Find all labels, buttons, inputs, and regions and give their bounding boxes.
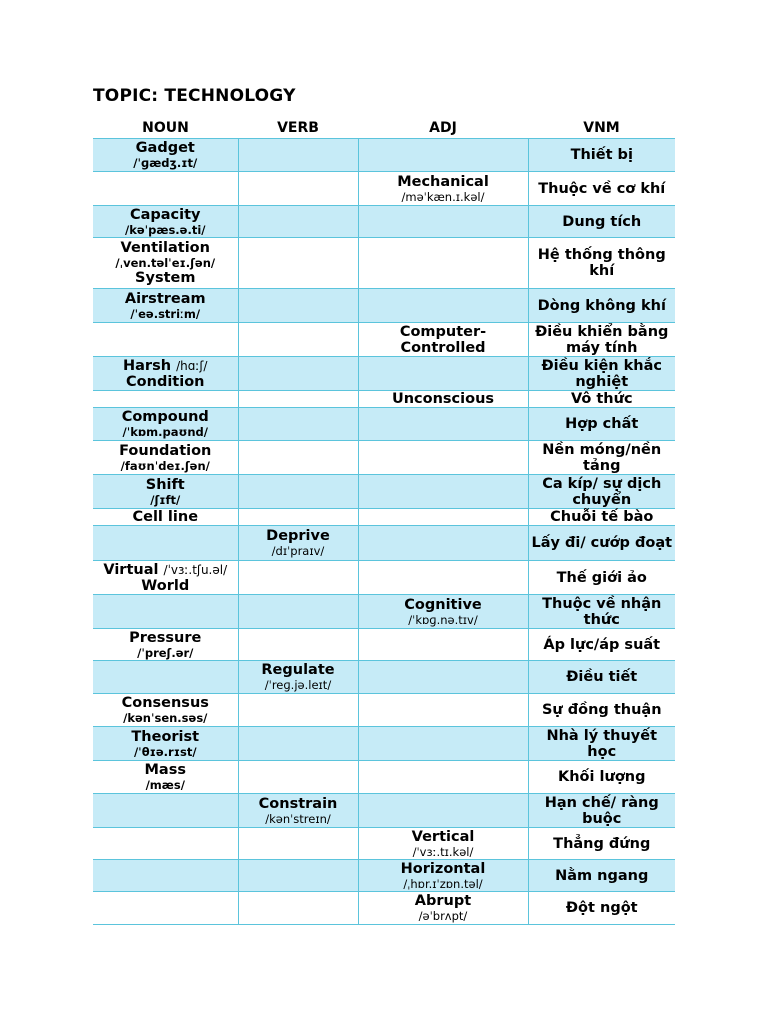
verb-cell xyxy=(238,595,358,629)
verb-cell xyxy=(238,561,358,595)
header-adj: ADJ xyxy=(358,117,528,139)
noun-cell xyxy=(93,475,238,509)
vnm-meaning: Thế giới ảo xyxy=(556,569,647,586)
vnm-cell xyxy=(528,206,675,238)
table-row xyxy=(93,892,675,925)
verb-cell xyxy=(238,289,358,323)
verb-cell xyxy=(238,172,358,206)
table-row xyxy=(93,172,675,206)
vnm-cell xyxy=(528,475,675,509)
verb-ipa: /kənˈstreɪn/ xyxy=(265,811,331,826)
table-row xyxy=(93,289,675,323)
vnm-cell xyxy=(528,727,675,761)
adj-ipa: /ˈvɜː.tɪ.kəl/ xyxy=(412,844,474,859)
verb-cell xyxy=(238,860,358,892)
table-row xyxy=(93,323,675,357)
vnm-meaning: Sự đồng thuận xyxy=(541,702,662,718)
noun-ipa: /faʊnˈdeɪ.ʃən/ xyxy=(120,458,210,473)
vnm-cell xyxy=(528,238,675,289)
verb-cell xyxy=(238,391,358,408)
adj-cell xyxy=(358,661,528,694)
vnm-cell xyxy=(528,441,675,475)
noun-ipa: /ˈeə.striːm/ xyxy=(130,306,201,321)
noun-cell xyxy=(93,761,238,794)
verb-cell xyxy=(238,475,358,509)
adj-ipa: /əˈbrʌpt/ xyxy=(418,909,468,923)
verb-cell xyxy=(238,357,358,391)
verb-cell xyxy=(238,238,358,289)
table-row xyxy=(93,206,675,238)
table-row xyxy=(93,761,675,794)
verb-cell xyxy=(238,441,358,475)
noun-word-2: System xyxy=(135,270,196,286)
table-row xyxy=(93,441,675,475)
vnm-meaning: Đột ngột xyxy=(565,900,638,916)
vnm-cell xyxy=(528,323,675,357)
noun-cell xyxy=(93,206,238,238)
adj-word: Computer-Controlled xyxy=(399,323,487,356)
vnm-cell xyxy=(528,828,675,860)
vnm-meaning: Thuộc về nhận thức xyxy=(542,595,662,628)
adj-cell xyxy=(358,629,528,661)
verb-cell xyxy=(238,761,358,794)
table-row xyxy=(93,828,675,860)
noun-cell xyxy=(93,289,238,323)
table-row xyxy=(93,794,675,828)
noun-word: Harsh xyxy=(123,357,172,374)
noun-word: Mass xyxy=(144,762,186,778)
vnm-meaning: Ca kíp/ sự dịch chuyển xyxy=(542,475,662,508)
adj-word: Horizontal xyxy=(400,860,486,877)
vnm-cell xyxy=(528,595,675,629)
verb-word: Constrain xyxy=(258,795,338,812)
noun-cell xyxy=(93,357,238,391)
verb-cell xyxy=(238,794,358,828)
adj-word: Abrupt xyxy=(414,893,472,909)
adj-cell xyxy=(358,475,528,509)
vnm-meaning: Lấy đi/ cướp đoạt xyxy=(531,535,673,551)
noun-cell xyxy=(93,238,238,289)
table-row xyxy=(93,238,675,289)
vnm-cell xyxy=(528,391,675,408)
noun-ipa: /ʃɪft/ xyxy=(150,492,181,507)
vnm-meaning: Điều tiết xyxy=(566,669,638,685)
table-row xyxy=(93,509,675,526)
noun-word-2: World xyxy=(141,577,190,594)
noun-ipa: /ˈθɪə.rɪst/ xyxy=(133,744,197,759)
vnm-cell xyxy=(528,408,675,441)
adj-cell xyxy=(358,509,528,526)
vnm-cell xyxy=(528,509,675,526)
noun-word: Consensus xyxy=(121,695,209,711)
vnm-meaning: Chuỗi tế bào xyxy=(550,509,654,525)
table-row xyxy=(93,526,675,561)
vnm-meaning: Hạn chế/ ràng buộc xyxy=(544,794,659,827)
noun-ipa: /ˈvɜː.tʃu.əl/ xyxy=(163,562,228,577)
vnm-cell xyxy=(528,860,675,892)
noun-word: Cell line xyxy=(132,509,199,525)
vnm-meaning: Áp lực/áp suất xyxy=(543,636,661,653)
noun-ipa: /ˌven.təlˈeɪ.ʃən/ xyxy=(115,256,216,270)
adj-word: Unconscious xyxy=(391,391,495,407)
noun-word: Shift xyxy=(145,476,185,493)
noun-word: Compound xyxy=(121,409,209,425)
noun-cell xyxy=(93,526,238,561)
noun-ipa: /mæs/ xyxy=(145,778,185,792)
noun-cell xyxy=(93,391,238,408)
adj-ipa: /ˌhɒr.ɪˈzɒn.təl/ xyxy=(403,876,483,891)
adj-cell xyxy=(358,139,528,172)
noun-word: Gadget xyxy=(135,140,195,156)
vnm-cell xyxy=(528,761,675,794)
table-row xyxy=(93,408,675,441)
adj-cell xyxy=(358,238,528,289)
vnm-meaning: Nằm ngang xyxy=(555,867,649,884)
vnm-meaning: Nhà lý thuyết học xyxy=(546,727,658,760)
vnm-cell xyxy=(528,357,675,391)
noun-ipa: /kəˈpæs.ə.ti/ xyxy=(125,222,206,237)
table-row xyxy=(93,391,675,408)
verb-cell xyxy=(238,206,358,238)
adj-cell xyxy=(358,892,528,925)
noun-cell xyxy=(93,828,238,860)
noun-word: Capacity xyxy=(129,206,201,223)
noun-ipa: /ˈɡædʒ.ɪt/ xyxy=(133,156,198,170)
vnm-cell xyxy=(528,694,675,727)
verb-cell xyxy=(238,323,358,357)
adj-cell xyxy=(358,694,528,727)
noun-ipa: /ˈkɒm.paʊnd/ xyxy=(122,425,208,439)
adj-cell xyxy=(358,391,528,408)
vnm-cell xyxy=(528,629,675,661)
table-row xyxy=(93,694,675,727)
adj-cell xyxy=(358,526,528,561)
verb-cell xyxy=(238,892,358,925)
adj-cell xyxy=(358,828,528,860)
noun-ipa: /ˈpreʃ.ər/ xyxy=(137,645,194,660)
noun-word-line xyxy=(95,562,236,578)
vnm-meaning: Vô thức xyxy=(570,391,633,407)
noun-cell xyxy=(93,892,238,925)
adj-cell xyxy=(358,441,528,475)
adj-ipa: /ˈkɒɡ.nə.tɪv/ xyxy=(408,612,478,627)
noun-word: Pressure xyxy=(129,629,202,646)
noun-cell xyxy=(93,441,238,475)
vnm-meaning: Hợp chất xyxy=(565,416,639,432)
table-row xyxy=(93,661,675,694)
noun-cell xyxy=(93,561,238,595)
verb-word: Deprive xyxy=(266,528,330,544)
noun-cell xyxy=(93,694,238,727)
vnm-meaning: Thẳng đứng xyxy=(553,835,651,852)
verb-cell xyxy=(238,828,358,860)
noun-ipa: /hɑːʃ/ xyxy=(176,358,208,373)
noun-cell xyxy=(93,661,238,694)
adj-cell xyxy=(358,172,528,206)
vnm-meaning: Điều kiện khắc nghiệt xyxy=(541,357,662,390)
vocabulary-table xyxy=(93,117,675,925)
adj-cell xyxy=(358,860,528,892)
table-row xyxy=(93,629,675,661)
vnm-meaning: Nền móng/nền tảng xyxy=(542,441,662,474)
header-vnm: VNM xyxy=(528,117,675,139)
verb-cell xyxy=(238,727,358,761)
noun-cell xyxy=(93,727,238,761)
page-title: TOPIC: TECHNOLOGY xyxy=(93,86,296,106)
noun-cell xyxy=(93,323,238,357)
adj-cell xyxy=(358,289,528,323)
noun-word: Ventilation xyxy=(120,240,210,256)
vnm-meaning: Dòng không khí xyxy=(537,297,666,314)
table-row xyxy=(93,357,675,391)
adj-word: Cognitive xyxy=(404,596,482,613)
adj-cell xyxy=(358,323,528,357)
vnm-meaning: Thuộc về cơ khí xyxy=(538,180,666,197)
verb-cell xyxy=(238,509,358,526)
noun-cell xyxy=(93,139,238,172)
noun-cell xyxy=(93,629,238,661)
adj-cell xyxy=(358,761,528,794)
adj-cell xyxy=(358,595,528,629)
table-row xyxy=(93,860,675,892)
vnm-meaning: Hệ thống thông khí xyxy=(537,247,666,279)
noun-cell xyxy=(93,509,238,526)
verb-ipa: /dɪˈpraɪv/ xyxy=(271,544,325,558)
vnm-cell xyxy=(528,172,675,206)
adj-word: Mechanical xyxy=(397,173,489,190)
vnm-cell xyxy=(528,892,675,925)
adj-cell xyxy=(358,727,528,761)
vnm-cell xyxy=(528,289,675,323)
vnm-cell xyxy=(528,794,675,828)
vnm-meaning: Dung tích xyxy=(562,213,642,230)
noun-cell xyxy=(93,794,238,828)
adj-word: Vertical xyxy=(411,828,475,845)
noun-ipa: /kənˈsen.səs/ xyxy=(123,711,208,725)
table-row xyxy=(93,727,675,761)
adj-cell xyxy=(358,561,528,595)
adj-cell xyxy=(358,357,528,391)
noun-word: Virtual xyxy=(103,561,159,578)
verb-cell xyxy=(238,139,358,172)
noun-word: Theorist xyxy=(131,728,200,745)
noun-word: Foundation xyxy=(119,442,212,459)
noun-word-line xyxy=(95,358,236,374)
verb-cell xyxy=(238,629,358,661)
table-row xyxy=(93,561,675,595)
adj-ipa: /məˈkæn.ɪ.kəl/ xyxy=(401,189,485,204)
verb-cell xyxy=(238,661,358,694)
table-row xyxy=(93,475,675,509)
adj-cell xyxy=(358,794,528,828)
noun-cell xyxy=(93,860,238,892)
vnm-cell xyxy=(528,661,675,694)
verb-ipa: /ˈreɡ.jə.leɪt/ xyxy=(264,678,332,692)
vnm-cell xyxy=(528,526,675,561)
noun-cell xyxy=(93,408,238,441)
vnm-cell xyxy=(528,139,675,172)
verb-cell xyxy=(238,694,358,727)
verb-cell xyxy=(238,408,358,441)
noun-cell xyxy=(93,595,238,629)
vnm-cell xyxy=(528,561,675,595)
table-row xyxy=(93,595,675,629)
vnm-meaning: Điều khiển bằng máy tính xyxy=(535,323,669,356)
vnm-meaning: Thiết bị xyxy=(570,147,633,163)
verb-cell xyxy=(238,526,358,561)
header-verb: VERB xyxy=(238,117,358,139)
header-noun: NOUN xyxy=(93,117,238,139)
table-header-row xyxy=(93,117,675,139)
vnm-meaning: Khối lượng xyxy=(558,769,646,785)
table-row xyxy=(93,139,675,172)
adj-cell xyxy=(358,408,528,441)
adj-cell xyxy=(358,206,528,238)
noun-word-2: Condition xyxy=(126,373,205,390)
noun-cell xyxy=(93,172,238,206)
verb-word: Regulate xyxy=(261,662,335,678)
noun-word: Airstream xyxy=(124,290,206,307)
